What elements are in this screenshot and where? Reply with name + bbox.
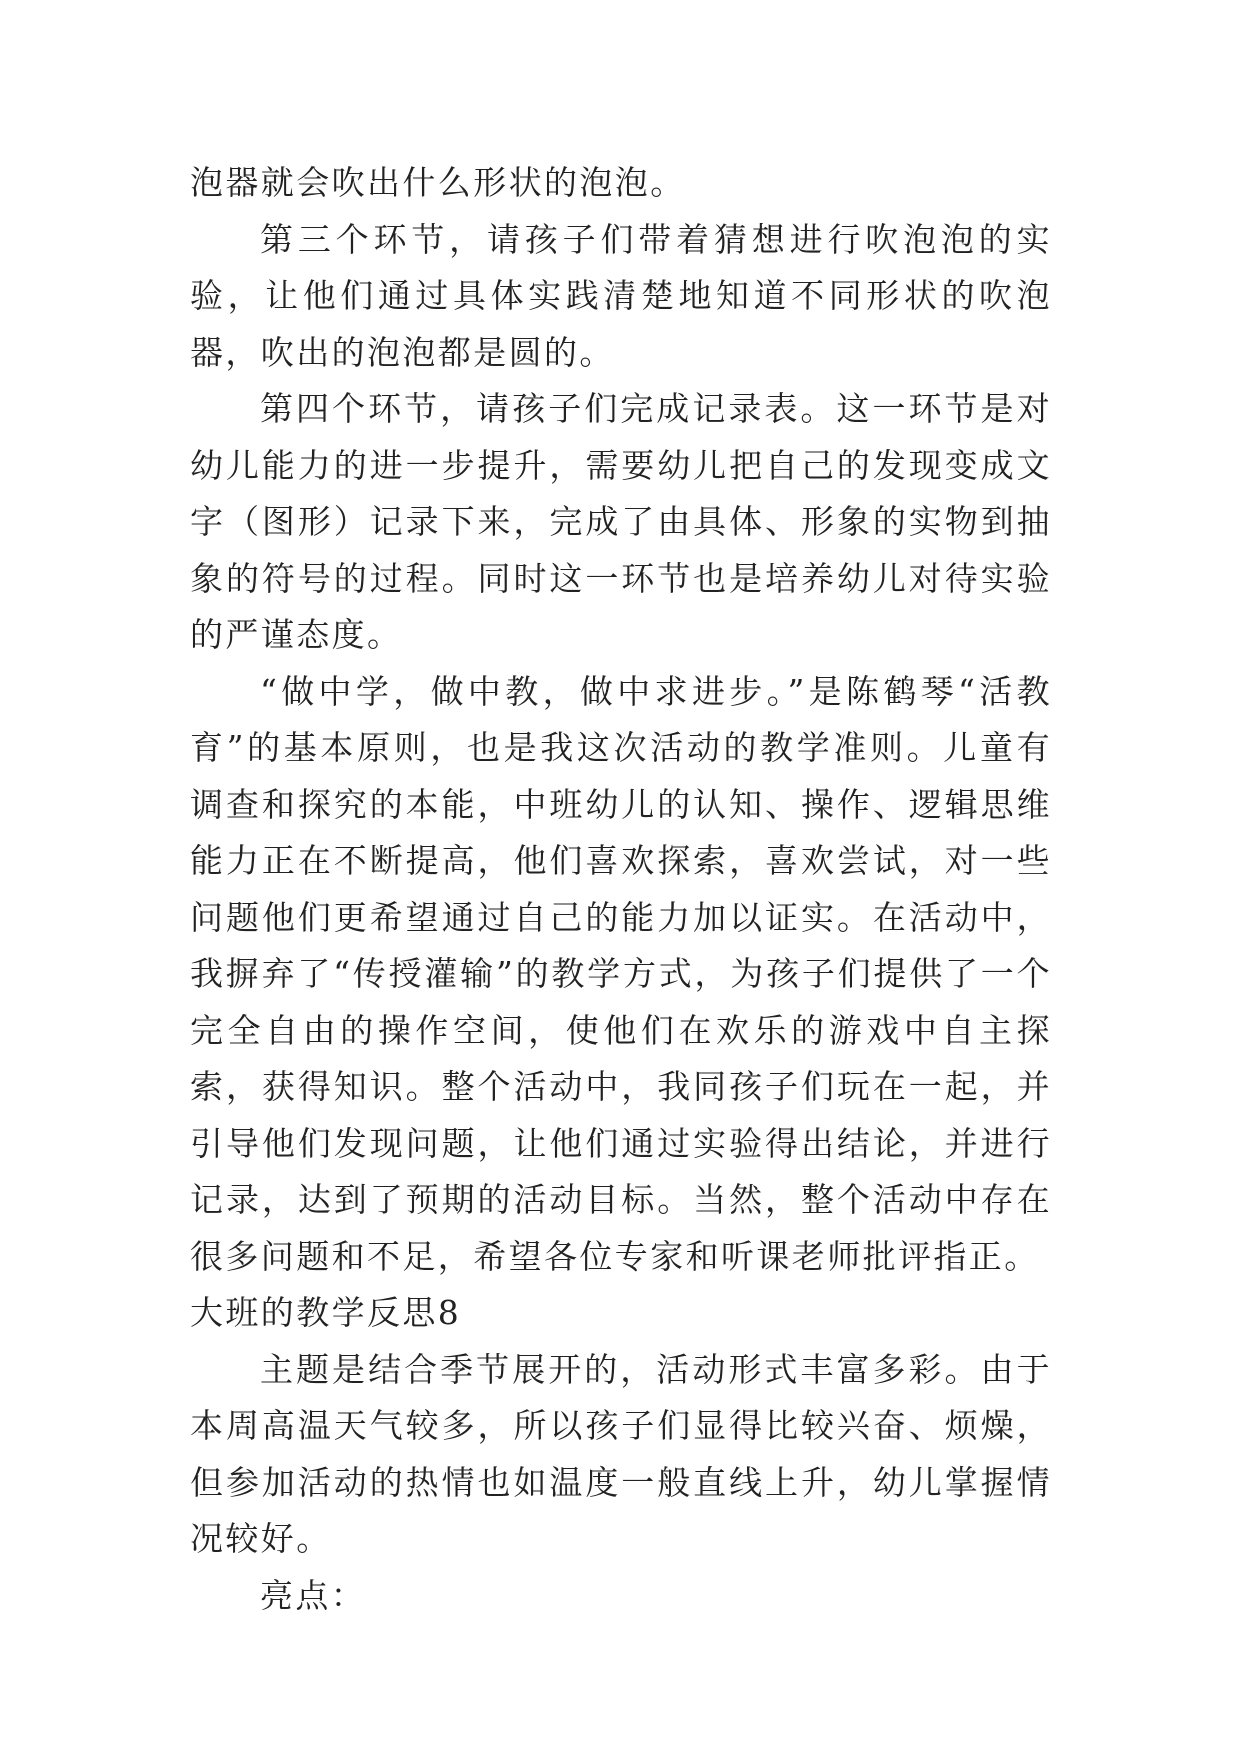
- paragraph-highlights-label: 亮点：: [260, 1575, 367, 1615]
- paragraph-fourth-step: 第四个环节，请孩子们完成记录表。这一环节是对幼儿能力的进一步提升，需要幼儿把自己的发现变成文字（图形）记录下来，完成了由具体、形象的实物到抽象的符号的过程。同时这一环节也是培养幼儿对待实验的严谨态度。: [190, 389, 1052, 654]
- paragraph-theme: 主题是结合季节展开的，活动形式丰富多彩。由于本周高温天气较多，所以孩子们显得比较兴奋、烦燥，但参加活动的热情也如温度一般直线上升，幼儿掌握情况较好。: [190, 1349, 1052, 1558]
- section-heading: 大班的教学反思8: [190, 1293, 462, 1332]
- paragraph-third-step: 第三个环节，请孩子们带着猜想进行吹泡泡的实验，让他们通过具体实践清楚地知道不同形状的吹泡器，吹出的泡泡都是圆的。: [190, 219, 1052, 372]
- document-body: [190, 155, 1052, 1624]
- paragraph-reflection: “做中学，做中教，做中求进步。”是陈鹤琴“活教育”的基本原则，也是我这次活动的教学准则。儿童有调查和探究的本能，中班幼儿的认知、操作、逻辑思维能力正在不断提高，他们喜欢探索，喜欢尝试，对一些问题他们更希望通过自己的能力加以证实。在活动中，我摒弃了“传授灌输”的教学方式，为孩子们提供了一个完全自由的操作空间，使他们在欢乐的游戏中自主探索，获得知识。整个活动中，我同孩子们玩在一起，并引导他们发现问题，让他们通过实验得出结论，并进行记录，达到了预期的活动目标。当然，整个活动中存在很多问题和不足，希望各位专家和听课老师批评指正。: [190, 671, 1052, 1276]
- paragraph-continuation: 泡器就会吹出什么形状的泡泡。: [190, 163, 686, 202]
